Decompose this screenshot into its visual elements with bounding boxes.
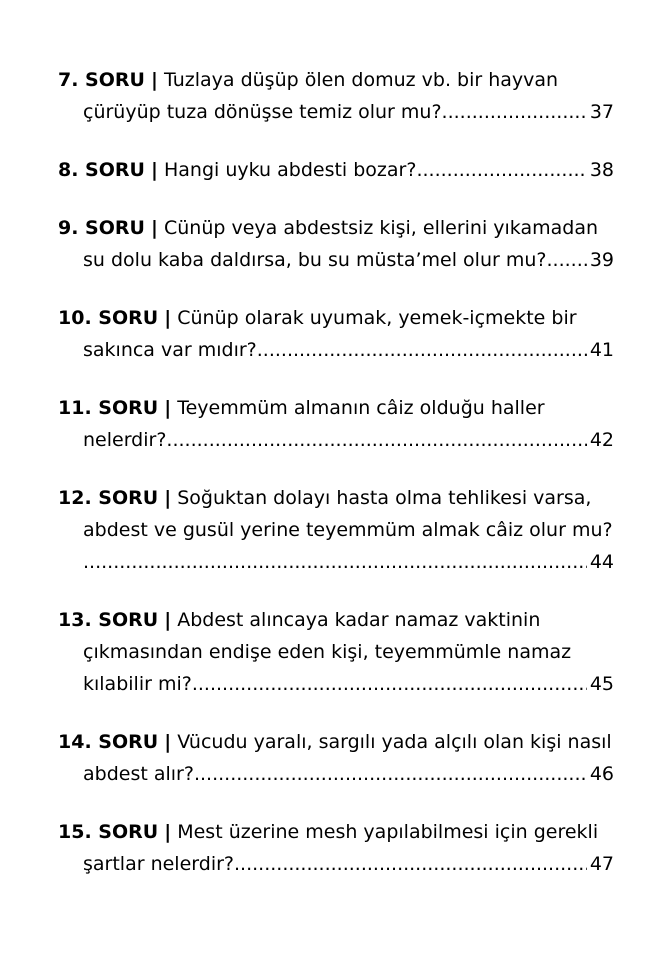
dot-leader bbox=[442, 96, 587, 128]
page-number: 38 bbox=[589, 159, 614, 181]
toc-entry-last-line bbox=[58, 96, 614, 128]
question-text: Cünüp olarak uyumak, yemek-içmekte bir bbox=[177, 307, 577, 329]
question-text: Hangi uyku abdesti bozar? bbox=[157, 159, 417, 181]
dot-leader bbox=[234, 848, 587, 880]
dot-leader bbox=[547, 244, 587, 276]
question-text: Soğuktan dolayı hasta olma tehlikesi varsa, bbox=[177, 487, 592, 509]
question-number: 8. SORU bbox=[58, 159, 145, 181]
separator: | bbox=[164, 731, 172, 753]
toc-entry[interactable] bbox=[58, 392, 614, 456]
toc-entry-last-line bbox=[58, 154, 614, 186]
toc-entry-first-line bbox=[58, 816, 614, 848]
table-of-contents bbox=[58, 64, 614, 906]
dot-leader bbox=[194, 758, 587, 790]
question-number: 12. SORU bbox=[58, 487, 159, 509]
question-text: Tuzlaya düşüp ölen domuz vb. bir hayvan bbox=[164, 69, 559, 91]
question-number: 7. SORU bbox=[58, 69, 145, 91]
page-number: 39 bbox=[589, 249, 614, 271]
dot-leader bbox=[166, 424, 586, 456]
question-text-continued: çıkmasından endişe eden kişi, teyemmümle namaz bbox=[83, 641, 572, 663]
toc-entry[interactable] bbox=[58, 64, 614, 128]
dot-leader bbox=[192, 668, 587, 700]
page-number: 46 bbox=[589, 763, 614, 785]
toc-entry[interactable] bbox=[58, 154, 614, 186]
page-number: 41 bbox=[589, 339, 614, 361]
dot-leader bbox=[83, 546, 587, 578]
toc-entry-last-line bbox=[58, 848, 614, 880]
question-number: 10. SORU bbox=[58, 307, 159, 329]
page-number: 37 bbox=[589, 101, 614, 123]
toc-entry-last-line bbox=[58, 546, 614, 578]
question-number: 14. SORU bbox=[58, 731, 159, 753]
dot-leader bbox=[416, 154, 586, 186]
toc-entry[interactable] bbox=[58, 816, 614, 880]
toc-entry-last-line bbox=[58, 244, 614, 276]
toc-entry-first-line bbox=[58, 482, 614, 514]
question-text: Teyemmüm almanın câiz olduğu haller bbox=[177, 397, 545, 419]
question-text-continued: su dolu kaba daldırsa, bu su müsta’mel olur mu? bbox=[83, 249, 547, 271]
question-text-continued: abdest alır? bbox=[83, 763, 194, 785]
toc-entry-last-line bbox=[58, 758, 614, 790]
toc-entry[interactable] bbox=[58, 726, 614, 790]
separator: | bbox=[151, 217, 158, 239]
toc-entry-middle-line bbox=[58, 514, 614, 546]
question-text-continued: çürüyüp tuza dönüşse temiz olur mu? bbox=[83, 101, 442, 123]
question-number: 9. SORU bbox=[58, 217, 145, 239]
separator: | bbox=[151, 159, 158, 181]
separator: | bbox=[164, 821, 172, 843]
toc-entry[interactable] bbox=[58, 212, 614, 276]
separator: | bbox=[164, 487, 172, 509]
toc-entry-last-line bbox=[58, 424, 614, 456]
question-text: Abdest alıncaya kadar namaz vaktinin bbox=[177, 609, 541, 631]
question-text: Mest üzerine mesh yapılabilmesi için gerekli bbox=[177, 821, 599, 843]
toc-entry[interactable] bbox=[58, 302, 614, 366]
toc-entry-last-line bbox=[58, 668, 614, 700]
toc-entry-first-line bbox=[58, 64, 614, 96]
question-number: 13. SORU bbox=[58, 609, 159, 631]
question-text-continued: nelerdir? bbox=[83, 429, 167, 451]
question-number: 11. SORU bbox=[58, 397, 159, 419]
page-number: 47 bbox=[589, 853, 614, 875]
question-text-continued: kılabilir mi? bbox=[83, 673, 192, 695]
toc-entry-middle-line bbox=[58, 636, 614, 668]
question-text-continued: şartlar nelerdir? bbox=[83, 853, 234, 875]
toc-entry-last-line bbox=[58, 334, 614, 366]
question-number: 15. SORU bbox=[58, 821, 159, 843]
separator: | bbox=[164, 609, 172, 631]
toc-entry-first-line bbox=[58, 392, 614, 424]
toc-entry-first-line bbox=[58, 726, 614, 758]
question-text: Vücudu yaralı, sargılı yada alçılı olan kişi nasıl bbox=[177, 731, 612, 753]
question-text-continued: abdest ve gusül yerine teyemmüm almak câiz olur mu? bbox=[83, 519, 613, 541]
page-number: 45 bbox=[589, 673, 614, 695]
question-text: Cünüp veya abdestsiz kişi, ellerini yıkamadan bbox=[164, 217, 599, 239]
toc-entry[interactable] bbox=[58, 482, 614, 578]
separator: | bbox=[164, 397, 172, 419]
separator: | bbox=[151, 69, 158, 91]
question-text-continued: sakınca var mıdır? bbox=[83, 339, 257, 361]
page-number: 44 bbox=[589, 551, 614, 573]
toc-entry-first-line bbox=[58, 302, 614, 334]
dot-leader bbox=[257, 334, 587, 366]
question-lead bbox=[58, 154, 416, 186]
toc-entry-first-line bbox=[58, 212, 614, 244]
toc-entry-first-line bbox=[58, 604, 614, 636]
page-number: 42 bbox=[589, 429, 614, 451]
toc-entry[interactable] bbox=[58, 604, 614, 700]
separator: | bbox=[164, 307, 172, 329]
